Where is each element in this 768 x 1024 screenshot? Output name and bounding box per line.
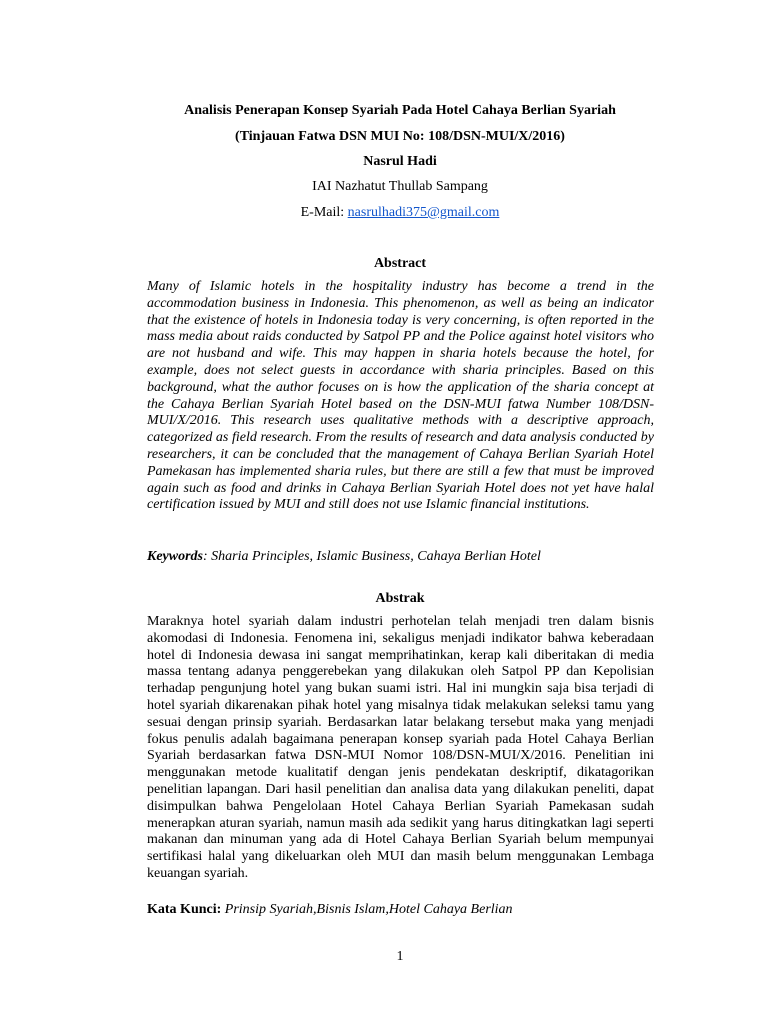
abstract-keywords [147,548,654,565]
author-name: Nasrul Hadi [363,154,437,169]
paper-subtitle: (Tinjauan Fatwa DSN MUI No: 108/DSN-MUI/X/2016) [235,129,565,144]
abstract-heading: Abstract [373,256,427,271]
keywords-label: Keywords [147,549,203,564]
email-label: E-Mail: [300,205,348,220]
paper-title: Analisis Penerapan Konsep Syariah Pada Hotel Cahaya Berlian Syariah [184,103,616,118]
kata-kunci-text: Prinsip Syariah,Bisnis Islam,Hotel Cahaya Berlian [221,902,513,917]
page-number: 1 [396,949,404,964]
abstrak-heading: Abstrak [375,591,425,606]
author-affiliation: IAI Nazhatut Thullab Sampang [312,179,488,194]
abstract-body: Many of Islamic hotels in the hospitality industry has become a trend in the accommodation business in Indonesia. This phenomenon, as well as being an indicator that the existence of hotels in Indonesia today is very concerning, is often reported in the mass media about raids conducted by Satpol PP and the Police against hotel visitors who are not husband and wife. This may happen in sharia hotels because the hotel, for example, does not select guests in accordance with sharia principles. Based on this background, what the author focuses on is how the application of the sharia concept at the Cahaya Berlian Syariah Hotel based on the DSN-MUI fatwa Number 108/DSN-MUI/X/2016. This research uses qualitative methods with a descriptive approach, categorized as field research. From the results of research and data analysis conducted by researchers, it can be concluded that the management of Cahaya Berlian Syariah Hotel Pamekasan has implemented sharia rules, but there are still a few that must be improved again such as food and drinks in Cahaya Berlian Syariah Hotel does not yet have halal certification issued by MUI and still does not use Islamic financial institutions. [147,279,654,513]
keywords-text: : Sharia Principles, Islamic Business, Cahaya Berlian Hotel [203,549,541,564]
author-email-line [0,204,768,221]
abstrak-keywords [147,901,654,918]
email-link[interactable]: nasrulhadi375@gmail.com [347,205,500,220]
abstrak-body: Maraknya hotel syariah dalam industri perhotelan telah menjadi tren dalam bisnis akomodasi di Indonesia. Fenomena ini, sekaligus menjadi indikator bahwa keberadaan hotel di Indonesia dewasa ini sangat memprihatinkan, kerap kali diberitakan di media massa tentang adanya penggerebekan yang dilakukan oleh Satpol PP dan Kepolisian terhadap pengunjung hotel yang bukan suami istri. Hal ini mungkin saja bisa terjadi di hotel syariah dikarenakan pihak hotel yang misalnya tidak melakukan seleksi tamu yang sesuai dengan prinsip syariah. Berdasarkan latar belakang tersebut maka yang menjadi fokus penulis adalah bagaimana penerapan konsep syariah pada Hotel Cahaya Berlian Syariah berdasarkan fatwa DSN-MUI Nomor 108/DSN-MUI/X/2016. Penelitian ini menggunakan metode kualitatif dengan jenis pendekatan deskriptif, dikatagorikan penelitian lapangan. Dari hasil penelitian dan analisa data yang dilakukan peneliti, dapat disimpulkan bahwa Pengelolaan Hotel Cahaya Berlian Syariah Pamekasan sudah menerapkan aturan syariah, namun masih ada sedikit yang harus ditingkatkan lagi seperti makanan dan minuman yang ada di Hotel Cahaya Berlian Syariah belum mempunyai sertifikasi halal yang dikeluarkan oleh MUI dan masih belum menggunakan Lembaga keuangan syariah. [147,614,654,881]
kata-kunci-label: Kata Kunci: [147,902,222,917]
